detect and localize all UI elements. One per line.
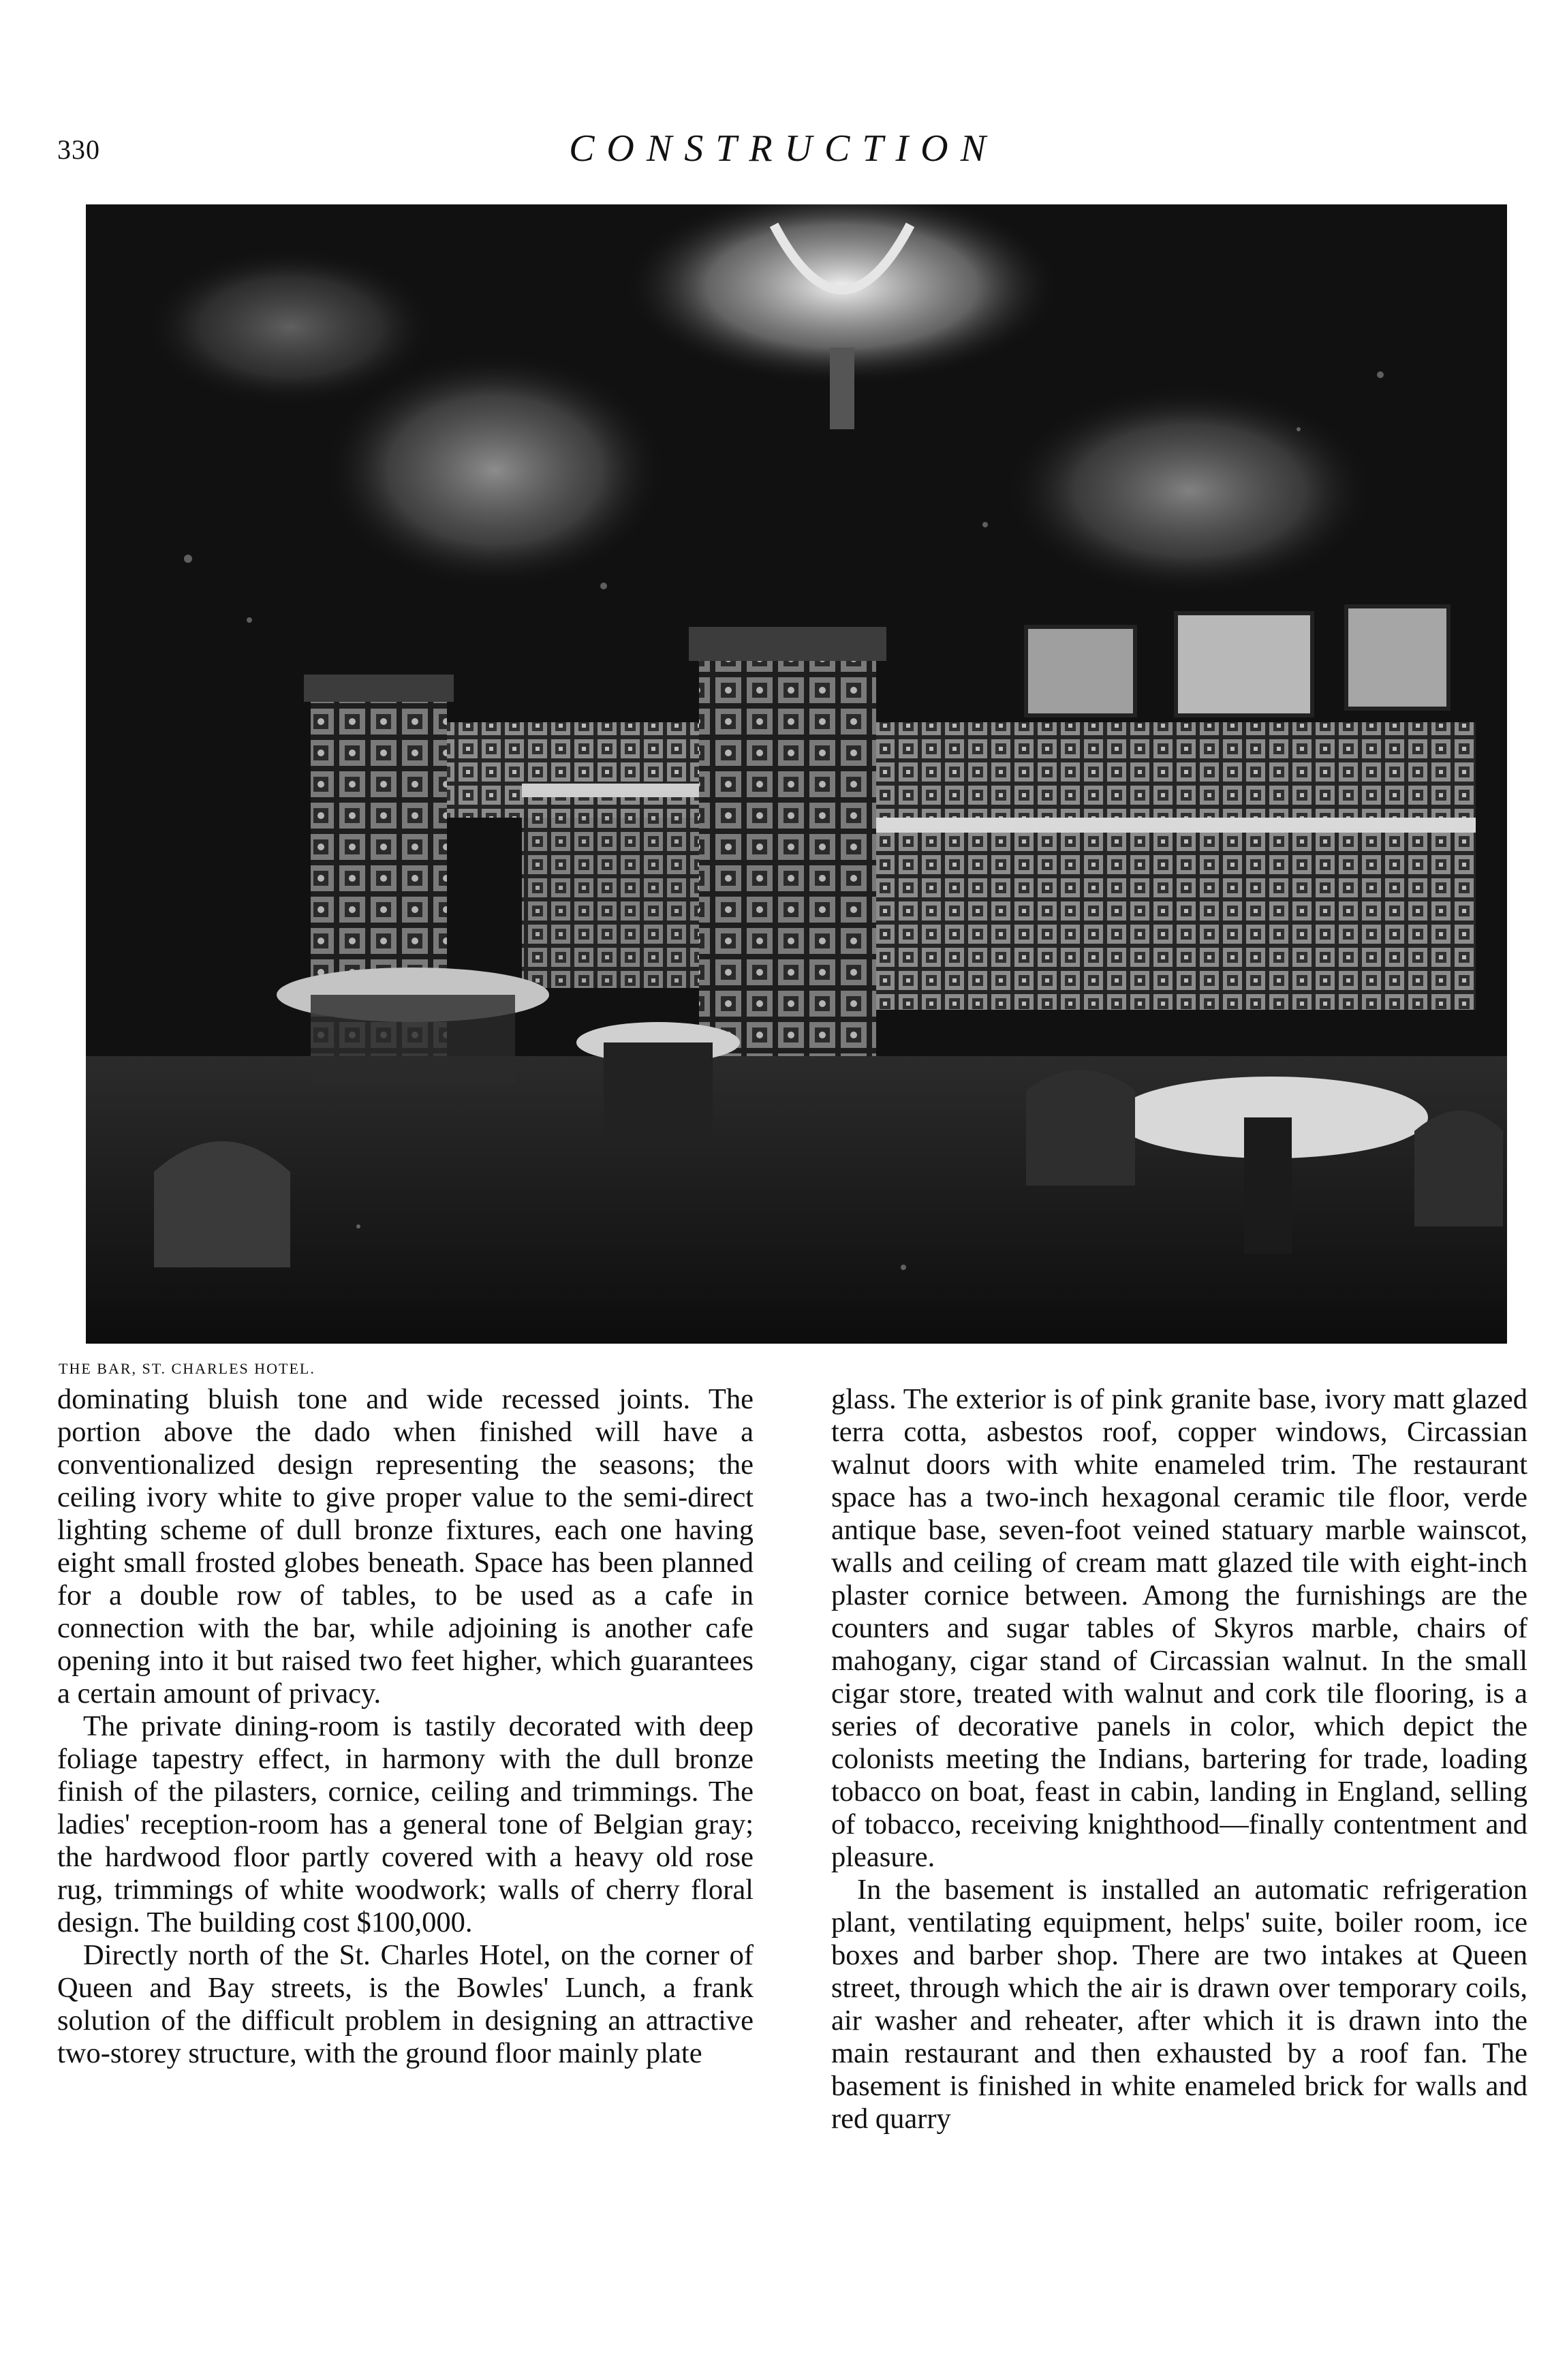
left-column	[57, 1383, 754, 2070]
paragraph: In the basement is installed an automatic refrigeration plant, ventilating equipment, helps' suite, boiler room, ice boxes and barber shop. There are two intakes at Queen street, through which the air is drawn over temporary coils, air washer and reheater, after which it is drawn into the main restaurant and then exhausted by a roof fan. The basement is finished in white enameled brick for walls and red quarry	[831, 1874, 1527, 2135]
bar-interior-photo	[86, 204, 1507, 1344]
figure-caption: THE BAR, ST. CHARLES HOTEL.	[59, 1360, 315, 1377]
page-number: 330	[57, 134, 100, 165]
paragraph: The private dining-room is tastily decorated with deep foliage tapestry effect, in harmony with the dull bronze finish of the pilasters, cornice, ceiling and trimmings. The ladies' reception-room has a general tone of Belgian gray; the hardwood floor partly covered with a heavy old rose rug, trimmings of white woodwork; walls of cherry floral design. The building cost $100,000.	[57, 1710, 754, 1938]
right-column	[831, 1383, 1527, 2135]
paragraph: dominating bluish tone and wide recessed joints. The portion above the dado when finished will have a conventionalized design representing the seasons; the ceiling ivory white to give proper value to the semi-direct lighting scheme of dull bronze fixtures, each one having eight small frosted globes beneath. Space has been planned for a double row of tables, to be used as a cafe in connection with the bar, while adjoining is another cafe opening into it but raised two feet higher, which guarantees a certain amount of privacy.	[57, 1383, 754, 1710]
paragraph: glass. The exterior is of pink granite base, ivory matt glazed terra cotta, asbestos roof, copper windows, Circassian walnut doors with white enameled trim. The restaurant space has a two-inch hexagonal ceramic tile floor, verde antique base, seven-foot veined statuary marble wainscot, walls and ceiling of cream matt glazed tile with eight-inch plaster cornice between. Among the furnishings are the counters and sugar tables of Skyros marble, chairs of mahogany, cigar stand of Circassian walnut. In the small cigar store, treated with walnut and cork tile flooring, is a series of decorative panels in color, which depict the colonists meeting the Indians, bartering for trade, loading tobacco on boat, feast in cabin, landing in England, selling of tobacco, receiving knighthood—finally contentment and pleasure.	[831, 1383, 1527, 1873]
paragraph: Directly north of the St. Charles Hotel, on the corner of Queen and Bay streets, is the Bowles' Lunch, a frank solution of the difficult problem in designing an attractive two-storey structure, with the ground floor mainly plate	[57, 1939, 754, 2069]
running-title: CONSTRUCTION	[569, 127, 998, 170]
